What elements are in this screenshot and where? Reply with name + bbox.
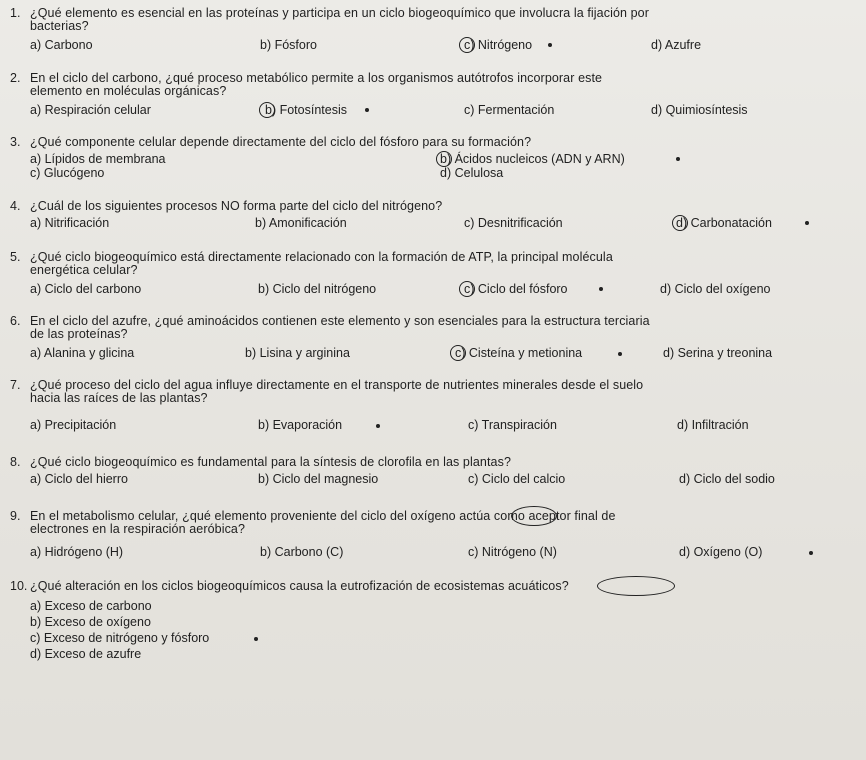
question-stem: ¿Cuál de los siguientes procesos NO forma parte del ciclo del nitrógeno? — [30, 199, 443, 213]
option-a[interactable]: a) Carbono — [30, 38, 93, 52]
answer-circle-mark — [459, 281, 475, 297]
pen-dot-mark — [809, 551, 813, 555]
option-b[interactable]: b) Amonificación — [255, 216, 347, 230]
question-number: 3. — [10, 135, 21, 149]
question-stem: En el ciclo del carbono, ¿qué proceso metabólico permite a los organismos autótrofos incorporar este elemento en moléculas orgánicas? — [30, 71, 603, 98]
pen-dot-mark — [676, 157, 680, 161]
answer-circle-mark — [597, 576, 675, 596]
option-d[interactable]: d) Quimiosíntesis — [651, 103, 748, 117]
answer-circle-mark — [436, 151, 452, 167]
option-b[interactable]: b) Lisina y arginina — [245, 346, 350, 360]
question-stem: ¿Qué componente celular depende directamente del ciclo del fósforo para su formación? — [30, 135, 532, 149]
question-stem: En el ciclo del azufre, ¿qué aminoácidos contienen este elemento y son esenciales para la estructura terciaria de las proteínas? — [30, 314, 650, 341]
option-a[interactable]: a) Nitrificación — [30, 216, 110, 230]
pen-dot-mark — [376, 424, 380, 428]
option-d[interactable]: d) Ciclo del sodio — [679, 472, 775, 486]
question-stem: En el metabolismo celular, ¿qué elemento proveniente del ciclo del oxígeno actúa como aceptor final de electrones en la respiración aeróbica? — [30, 509, 616, 536]
option-b[interactable]: b) Carbono (C) — [260, 545, 344, 559]
question-number: 8. — [10, 455, 21, 469]
option-a[interactable]: a) Alanina y glicina — [30, 346, 135, 360]
answer-circle-mark — [672, 215, 688, 231]
option-c[interactable]: c) Nitrógeno — [464, 38, 533, 52]
option-c[interactable]: c) Cisteína y metionina — [455, 346, 583, 360]
option-d[interactable]: d) Carbonatación — [676, 216, 772, 230]
option-a[interactable]: a) Precipitación — [30, 418, 117, 432]
option-c[interactable]: c) Ciclo del calcio — [468, 472, 566, 486]
option-a[interactable]: a) Hidrógeno (H) — [30, 545, 124, 559]
option-c[interactable]: c) Ciclo del fósforo — [464, 282, 568, 296]
pen-dot-mark — [365, 108, 369, 112]
question-number: 10. — [10, 579, 28, 593]
option-a[interactable]: a) Ciclo del hierro — [30, 472, 128, 486]
option-b[interactable]: b) Ciclo del magnesio — [258, 472, 379, 486]
option-c[interactable]: c) Desnitrificación — [464, 216, 563, 230]
option-a[interactable]: a) Exceso de carbono — [30, 599, 152, 613]
question-stem: ¿Qué ciclo biogeoquímico está directamente relacionado con la formación de ATP, la principal molécula energética celular? — [30, 250, 613, 277]
question-stem: ¿Qué proceso del ciclo del agua influye directamente en el transporte de nutrientes minerales desde el suelo hacia las raíces de las plantas? — [30, 378, 644, 405]
option-d[interactable]: d) Celulosa — [440, 166, 504, 180]
option-d[interactable]: d) Exceso de azufre — [30, 647, 142, 661]
option-b[interactable]: b) Fósforo — [260, 38, 317, 52]
pen-dot-mark — [254, 637, 258, 641]
option-b[interactable]: b) Ciclo del nitrógeno — [258, 282, 377, 296]
pen-dot-mark — [599, 287, 603, 291]
option-a[interactable]: a) Respiración celular — [30, 103, 151, 117]
question-number: 5. — [10, 250, 21, 264]
option-a[interactable]: a) Lípidos de membrana — [30, 152, 166, 166]
option-d[interactable]: d) Ciclo del oxígeno — [660, 282, 771, 296]
question-number: 6. — [10, 314, 21, 328]
answer-circle-mark — [259, 102, 275, 118]
option-c[interactable]: c) Glucógeno — [30, 166, 105, 180]
option-d[interactable]: d) Oxígeno (O) — [679, 545, 763, 559]
option-b[interactable]: b) Fotosíntesis — [265, 103, 347, 117]
question-stem: ¿Qué elemento es esencial en las proteínas y participa en un ciclo biogeoquímico que involucra la fijación por bacterias? — [30, 6, 649, 33]
question-number: 9. — [10, 509, 21, 523]
question-number: 1. — [10, 6, 21, 20]
question-number: 4. — [10, 199, 21, 213]
option-c[interactable]: c) Transpiración — [468, 418, 557, 432]
option-d[interactable]: d) Serina y treonina — [663, 346, 773, 360]
answer-circle-mark — [459, 37, 475, 53]
option-b[interactable]: b) Evaporación — [258, 418, 343, 432]
option-c[interactable]: c) Nitrógeno (N) — [468, 545, 557, 559]
option-d[interactable]: d) Azufre — [651, 38, 702, 52]
answer-circle-mark — [450, 345, 466, 361]
pen-dot-mark — [805, 221, 809, 225]
pen-dot-mark — [548, 43, 552, 47]
question-number: 2. — [10, 71, 21, 85]
option-c[interactable]: c) Exceso de nitrógeno y fósforo — [30, 631, 210, 645]
option-b[interactable]: b) Exceso de oxígeno — [30, 615, 151, 629]
question-number: 7. — [10, 378, 21, 392]
question-stem: ¿Qué ciclo biogeoquímico es fundamental para la síntesis de clorofila en las plantas? — [30, 455, 511, 469]
question-stem: ¿Qué alteración en los ciclos biogeoquímicos causa la eutrofización de ecosistemas acuáticos? — [30, 579, 569, 593]
option-c[interactable]: c) Fermentación — [464, 103, 555, 117]
pen-dot-mark — [618, 352, 622, 356]
answer-circle-mark — [511, 506, 557, 526]
option-b[interactable]: b) Ácidos nucleicos (ADN y ARN) — [440, 152, 625, 166]
option-a[interactable]: a) Ciclo del carbono — [30, 282, 142, 296]
option-d[interactable]: d) Infiltración — [677, 418, 749, 432]
